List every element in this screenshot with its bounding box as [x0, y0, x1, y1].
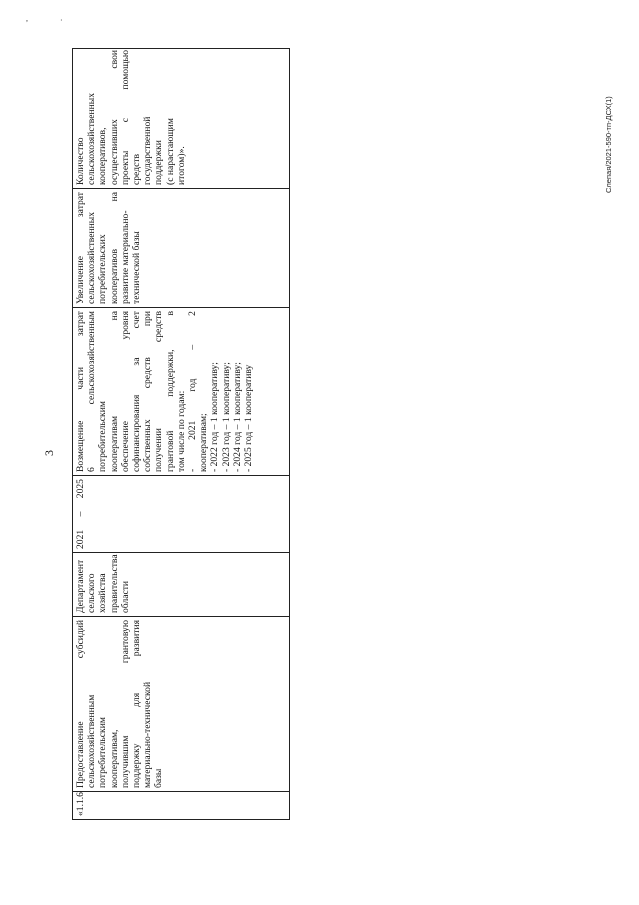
cell-measure	[73, 617, 289, 792]
cell-text-line: сельскохозяйственных	[86, 211, 98, 304]
cell-text-line: получившим грантовую	[119, 620, 131, 788]
cell-text-line: поддержки	[153, 140, 165, 185]
cell-text-line: кооперативам на	[108, 311, 120, 472]
cell-text-line: потребительским	[97, 717, 109, 788]
cell-number	[73, 792, 289, 819]
cell-text-line: правительства	[108, 554, 120, 613]
cell-text-line: обеспечение уровня	[119, 311, 131, 472]
cell-text-line: 6 сельскохозяйственным	[86, 311, 98, 472]
cell-text-line: базы	[153, 768, 165, 788]
scan-mark: ,	[26, 14, 28, 23]
cell-text-line: Возмещение части затрат	[75, 311, 86, 472]
cell-text-line: области	[119, 580, 131, 613]
cell-executor	[73, 553, 289, 617]
cell-text-line: - 2024 год – 1 кооперативу;	[231, 362, 243, 472]
cell-text-line: потребительским	[97, 401, 109, 472]
cell-text-line: кооперативам,	[108, 729, 120, 788]
cell-text-line: сельскохозяйственных	[86, 92, 98, 185]
cell-text-line: поддержку для развития	[131, 620, 143, 788]
cell-text-line: - 2025 год – 1 кооперативу	[243, 364, 255, 472]
cell-text-line: кооперативов на	[108, 192, 120, 304]
cell-text-line: том числе по годам:	[175, 390, 187, 472]
cell-text-line: материально-технической	[142, 681, 154, 788]
cell-text-line: кооперативов,	[97, 127, 109, 185]
cell-text-line: осуществивших свои	[108, 50, 120, 185]
cell-text-line: сельскохозяйственным	[86, 694, 98, 788]
row-number: «1.1.6	[75, 792, 86, 816]
cell-indicator	[73, 189, 289, 308]
period-text: 2021 – 2025	[75, 479, 86, 549]
page-number: 3	[42, 450, 56, 456]
cell-text-line: итогом)».	[175, 146, 187, 185]
cell-result	[73, 308, 289, 476]
cell-text-line: софинансирования за счет	[131, 311, 143, 472]
cell-text-line: получении средств	[153, 311, 165, 472]
cell-text-line: - 2022 год – 1 кооперативу;	[209, 362, 221, 472]
cell-text-line: Количество	[75, 137, 86, 185]
cell-text-line: кооперативам;	[198, 413, 210, 472]
cell-text-line: (с нарастающим	[164, 118, 176, 185]
cell-text-line: - 2021 год – 2	[187, 311, 199, 472]
cell-text-line: - 2023 год – 1 кооперативу;	[220, 362, 232, 472]
cell-text-line: проекты с помощью	[119, 50, 131, 185]
cell-text-line: грантовой поддержки, в	[164, 311, 176, 472]
cell-text-line: хозяйства	[97, 573, 109, 613]
cell-text-line: Увеличение затрат	[75, 192, 86, 304]
cell-target	[73, 47, 289, 189]
cell-text-line: технической базы	[131, 231, 143, 304]
cell-text-line: Предоставление субсидий	[75, 620, 86, 788]
cell-period	[73, 476, 289, 553]
measures-table	[72, 48, 290, 820]
cell-text-line: средств	[131, 153, 143, 185]
cell-text-line: государственной	[142, 116, 154, 185]
cell-text-line: собственных средств при	[142, 311, 154, 472]
cell-text-line: Департамент	[75, 559, 86, 613]
cell-text-line: сельского	[86, 573, 98, 613]
cell-text-line: потребительских	[97, 234, 109, 304]
cell-text-line: развитие материально-	[119, 210, 131, 304]
scan-mark: ·	[60, 16, 63, 25]
document-code: Слепая/2021-590-тп-ДСХ(1)	[604, 96, 613, 193]
